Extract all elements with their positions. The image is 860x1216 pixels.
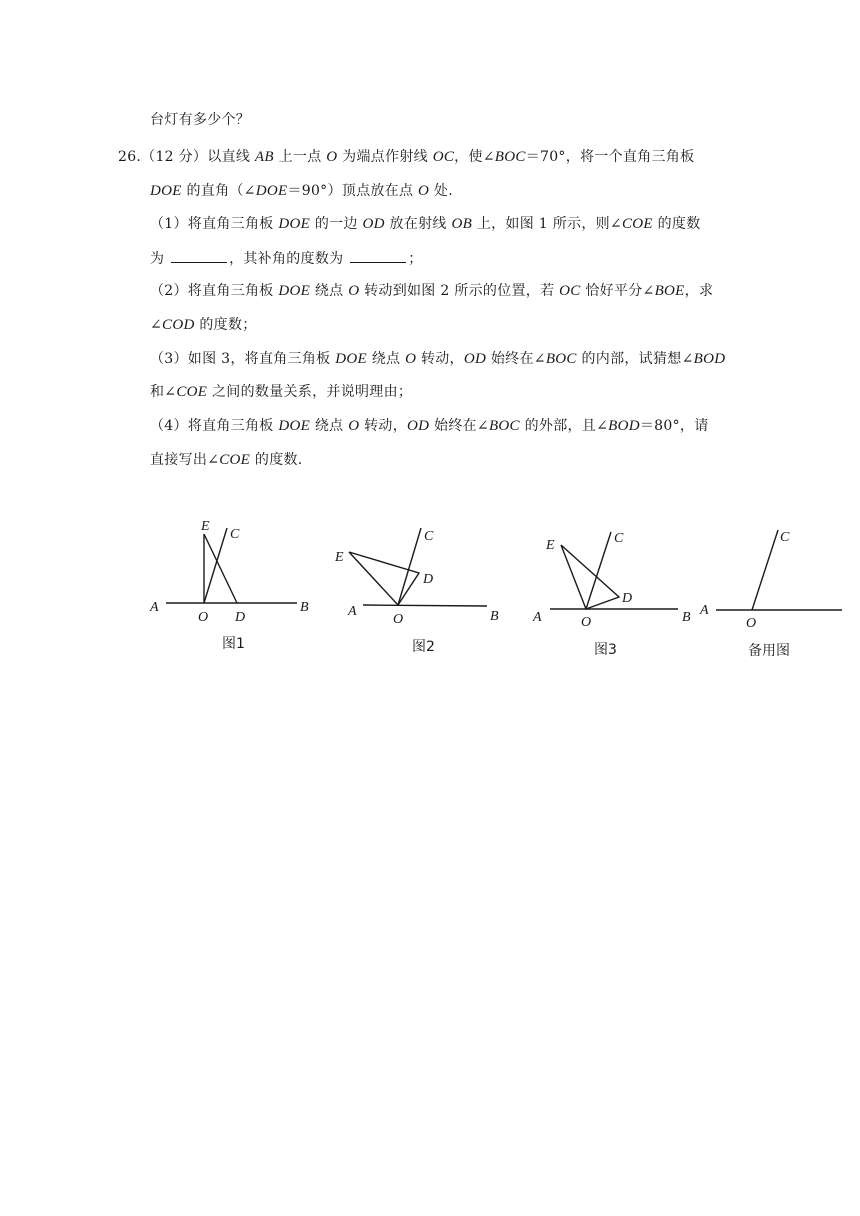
math-var: OC [559, 283, 581, 299]
math-var: COE [219, 452, 251, 468]
text: ，其补角的度数为 [229, 251, 349, 267]
label-A: A [150, 600, 159, 615]
math-var: AB [254, 149, 274, 165]
label-E: E [335, 550, 344, 565]
math-var: OD [407, 418, 430, 434]
text: 的度数 [652, 216, 701, 232]
text: 上，如图 1 所示，则∠ [472, 216, 622, 232]
math-var: O [326, 149, 338, 165]
text: （4）将直角三角板 [150, 418, 279, 434]
label-O: O [393, 612, 404, 627]
text: 转动到如图 2 所示的位置，若 [359, 283, 560, 299]
text: 为端点作射线 [337, 149, 433, 165]
figure-backup [699, 530, 842, 659]
label-C: C [780, 530, 790, 545]
text: 始终在∠ [429, 418, 489, 434]
math-var: OB [451, 216, 473, 232]
text: （1）将直角三角板 [150, 216, 279, 232]
question-1-line1 [150, 214, 701, 234]
figure-backup-caption: 备用图 [748, 643, 790, 659]
text: 的内部，试猜想∠ [576, 351, 694, 367]
question-3-line2 [150, 382, 412, 402]
text: ，求 [684, 283, 714, 299]
label-B: B [300, 600, 309, 615]
figure-1-caption: 图1 [222, 636, 245, 652]
text: 绕点 [310, 418, 349, 434]
text: ＝70°，将一个直角三角板 [525, 149, 695, 165]
math-var: DOE [278, 418, 311, 434]
triangle-DOE [561, 545, 619, 609]
label-C: C [614, 531, 624, 546]
text: 始终在∠ [486, 351, 546, 367]
math-var: DOE [278, 216, 311, 232]
triangle-DOE [349, 552, 419, 605]
text: 的外部，且∠ [519, 418, 609, 434]
label-A: A [533, 610, 542, 625]
problem-score: （12 分） [141, 149, 208, 165]
text: ＝80°，请 [639, 418, 709, 434]
math-var: OC [432, 149, 455, 165]
question-1-line2 [150, 248, 423, 269]
segment-ED [204, 534, 237, 603]
label-O: O [746, 616, 757, 631]
text: 以直线 [207, 149, 255, 165]
label-E: E [546, 538, 555, 553]
text: 的度数. [250, 452, 303, 468]
label-O: O [581, 615, 592, 630]
math-var: BOD [693, 351, 726, 367]
text: 恰好平分∠ [580, 283, 655, 299]
figure-2-caption: 图2 [412, 639, 435, 655]
ray-OC [204, 528, 227, 603]
question-3-line1 [150, 349, 725, 369]
figure-3 [532, 531, 691, 658]
label-E: E [201, 519, 210, 534]
text: （2）将直角三角板 [150, 283, 279, 299]
math-var: DOE [278, 283, 311, 299]
math-var: BOD [608, 418, 640, 434]
text: ∠ [150, 317, 163, 333]
figure-3-caption: 图3 [594, 642, 617, 658]
line-AB [363, 605, 487, 606]
math-var: BOE [654, 283, 685, 299]
problem-26-stem-line2 [150, 181, 453, 201]
math-var: BOC [488, 418, 520, 434]
math-var: DOE [335, 351, 367, 367]
answer-blank-1[interactable] [171, 248, 227, 263]
math-var: BOC [545, 351, 577, 367]
text: 直接写出∠ [150, 452, 220, 468]
answer-blank-2[interactable] [350, 248, 406, 263]
figure-1 [149, 519, 309, 652]
math-var: COE [176, 384, 208, 400]
question-2-line2 [150, 315, 257, 335]
math-var: O [348, 283, 360, 299]
question-4-line1 [150, 416, 709, 436]
math-var: O [405, 351, 417, 367]
text: 上一点 [273, 149, 327, 165]
previous-question-tail: 台灯有多少个？ [150, 112, 251, 128]
text: 绕点 [310, 283, 349, 299]
label-C: C [230, 527, 240, 542]
text: ； [408, 251, 423, 267]
text: 和∠ [150, 384, 177, 400]
text: ＝90°）顶点放在点 [287, 183, 419, 199]
text: 转动， [359, 418, 407, 434]
text: 之间的数量关系，并说明理由； [207, 384, 413, 400]
text: 的直角（∠ [181, 183, 256, 199]
label-O: O [198, 610, 209, 625]
math-var: O [348, 418, 360, 434]
question-4-line2 [150, 450, 303, 470]
figure-2 [334, 528, 499, 655]
geometry-figures [0, 500, 860, 670]
label-A: A [700, 603, 709, 618]
math-var: COE [621, 216, 653, 232]
text: 的度数； [194, 317, 257, 333]
text: 处. [429, 183, 453, 199]
ray-OC [752, 530, 778, 610]
text: 转动， [416, 351, 464, 367]
label-B: B [490, 609, 499, 624]
label-C: C [424, 529, 434, 544]
label-D: D [235, 610, 246, 625]
math-var: BOC [494, 149, 526, 165]
label-D: D [622, 591, 633, 606]
math-var: O [418, 183, 430, 199]
math-var: OD [362, 216, 385, 232]
math-var: COD [162, 317, 195, 333]
text: 绕点 [366, 351, 406, 367]
problem-26-stem-line1 [118, 147, 694, 167]
text: ，使∠ [454, 149, 495, 165]
label-D: D [423, 572, 434, 587]
text: 放在射线 [384, 216, 452, 232]
math-var: DOE [255, 183, 288, 199]
label-A: A [348, 604, 357, 619]
label-B: B [682, 610, 691, 625]
problem-number: 26. [118, 149, 142, 165]
math-var: OD [463, 351, 487, 367]
text: 为 [150, 251, 170, 267]
ray-OC [398, 528, 421, 605]
text: （3）如图 3，将直角三角板 [150, 351, 336, 367]
text: 的一边 [310, 216, 363, 232]
math-var: DOE [150, 183, 182, 199]
question-2-line1 [150, 281, 713, 301]
